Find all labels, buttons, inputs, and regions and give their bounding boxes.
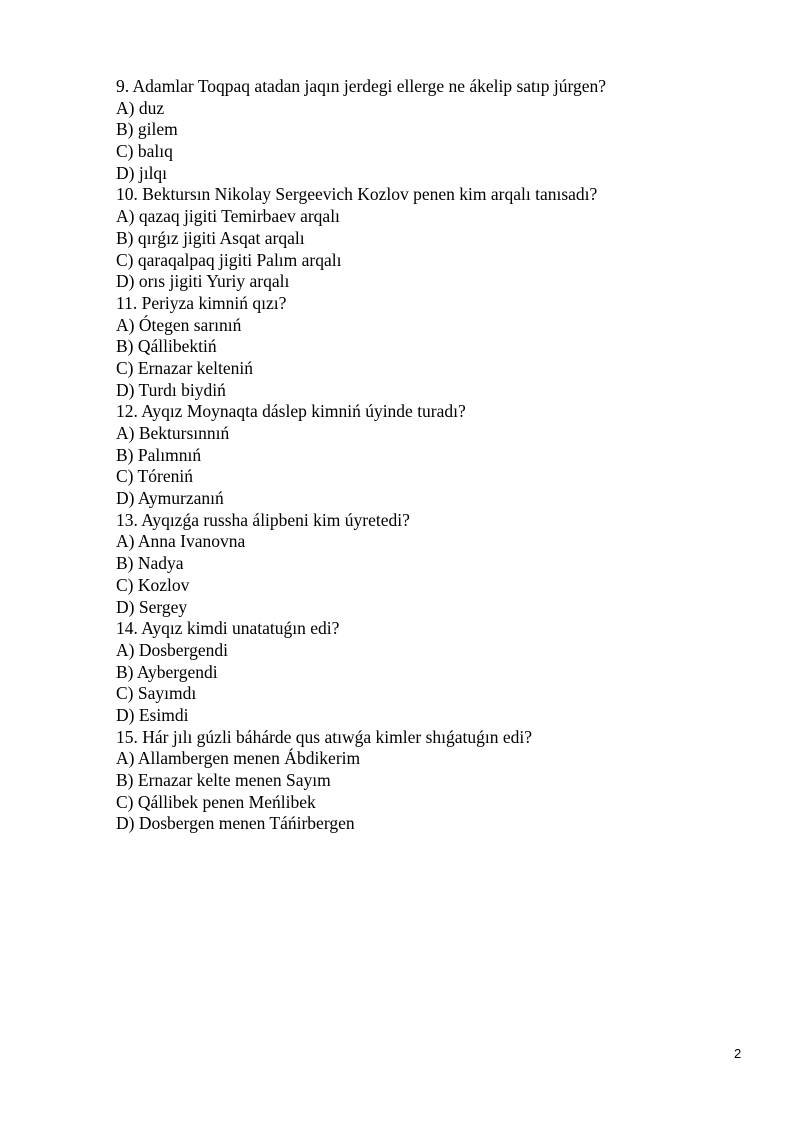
question-block — [116, 184, 756, 292]
answer-option: D) Turdı biydiń — [116, 379, 226, 400]
answer-option: C) Sayımdı — [116, 683, 197, 704]
question-text: 10. Bektursın Nikolay Sergeevich Kozlov penen kim arqalı tanısadı? — [116, 184, 598, 205]
question-block — [116, 727, 756, 835]
answer-option: B) Palımnıń — [116, 444, 202, 465]
question-block — [116, 293, 756, 401]
answer-option: D) Aymurzanıń — [116, 488, 224, 509]
answer-option: A) duz — [116, 97, 165, 118]
answer-option: D) Esimdi — [116, 704, 189, 725]
question-text: 15. Hár jılı gúzli báhárde qus atıwǵa kimler shıǵatuǵın edi? — [116, 726, 533, 747]
answer-option: A) Ótegen sarınıń — [116, 314, 242, 335]
answer-option: B) Aybergendi — [116, 661, 218, 682]
answer-option: B) gilem — [116, 119, 178, 140]
answer-option: C) qaraqalpaq jigiti Palım arqalı — [116, 249, 342, 270]
answer-option: C) Tóreniń — [116, 466, 193, 487]
question-text: 9. Adamlar Toqpaq atadan jaqın jerdegi ellerge ne ákelip satıp júrgen? — [116, 76, 607, 96]
question-text: 12. Ayqız Moynaqta dáslep kimniń úyinde turadı? — [116, 401, 466, 422]
answer-option: B) Qállibektiń — [116, 336, 217, 357]
answer-option: C) Qállibek penen Meńlibek — [116, 791, 316, 812]
quiz-content — [116, 76, 756, 835]
answer-option: B) Nadya — [116, 553, 184, 574]
answer-option: D) orıs jigiti Yuriy arqalı — [116, 271, 290, 292]
answer-option: A) Allambergen menen Ábdikerim — [116, 748, 361, 769]
page-number: 2 — [734, 1046, 742, 1061]
answer-option: D) jılqı — [116, 162, 168, 183]
answer-option: A) Bektursınnıń — [116, 423, 230, 443]
question-block — [116, 618, 756, 726]
question-text: 11. Periyza kimniń qızı? — [116, 292, 287, 313]
answer-option: A) qazaq jigiti Temirbaev arqalı — [116, 206, 340, 227]
question-block — [116, 510, 756, 618]
answer-option: D) Sergey — [116, 596, 188, 617]
question-text: 13. Ayqızǵa russha álipbeni kim úyretedi? — [116, 509, 410, 530]
answer-option: C) Kozlov — [116, 574, 190, 595]
answer-option: B) qırǵız jigiti Asqat arqalı — [116, 227, 305, 248]
answer-option: D) Dosbergen menen Táńirbergen — [116, 813, 355, 834]
question-block — [116, 76, 756, 184]
answer-option: C) Ernazar kelteniń — [116, 357, 254, 378]
answer-option: B) Ernazar kelte menen Sayım — [116, 770, 331, 790]
answer-option: C) balıq — [116, 141, 173, 162]
question-text: 14. Ayqız kimdi unatatuǵın edi? — [116, 618, 340, 639]
question-block — [116, 401, 756, 509]
answer-option: A) Anna Ivanovna — [116, 531, 246, 552]
answer-option: A) Dosbergendi — [116, 639, 228, 660]
